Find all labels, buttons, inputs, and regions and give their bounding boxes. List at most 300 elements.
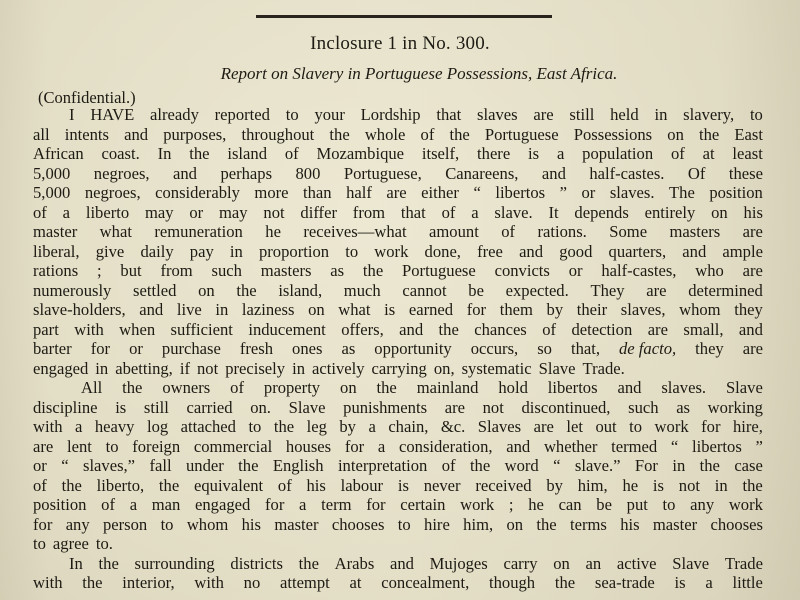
word: position [33,495,87,514]
text-line [33,242,763,262]
text-line [33,495,763,515]
word: and [738,319,763,339]
word: no [243,573,261,592]
word: inducement [248,319,326,339]
word: the [189,144,210,163]
word: a [471,202,479,222]
word: reported [214,105,270,124]
text-line [33,437,763,457]
word: the [236,280,257,300]
word: concealment, [381,573,470,592]
word: a [368,417,376,436]
word: mainland [416,378,479,397]
word: in [714,475,728,495]
word: receives—what [303,222,407,241]
word: Trade [724,553,763,573]
word: liberto [85,202,130,222]
word: coast. [101,144,140,163]
word: his [743,202,763,222]
word: any [65,514,90,534]
word: the [698,124,720,144]
word: by [339,417,356,436]
text-line [33,222,763,242]
word: liberal, [33,241,80,261]
word: carrying [371,358,427,378]
word: the [158,475,180,495]
word: consideration, [398,436,493,456]
word: of [441,456,456,475]
word: is [652,475,664,495]
word: not [196,358,219,378]
word: agree [52,534,89,553]
word: and [506,436,531,456]
word: precisely [225,358,286,378]
word: Slave [672,553,710,573]
word: foreign [132,436,181,456]
word: with [194,573,224,592]
word: active [616,553,657,573]
italic-word: de facto, [619,339,677,358]
text-line [33,183,763,203]
word: Mujoges [429,553,488,573]
word: part [33,319,59,339]
word: for [90,339,111,358]
text-line [33,320,763,340]
word: is [384,300,396,319]
word: abetting, [115,358,173,378]
word: of [230,378,244,397]
word: half-castes. [589,163,665,183]
word: free [477,241,503,261]
word: as [341,339,356,358]
word: 800 [295,163,321,183]
text-line [33,164,763,184]
word: master [33,222,78,241]
word: he [528,495,544,514]
word: them [499,300,533,319]
word: chooses [331,514,385,534]
word: on [308,300,325,319]
word: the [61,475,82,495]
word: itself, [421,144,460,163]
word: offers, [341,319,384,339]
word: systematic [461,358,532,378]
word: all [33,124,50,144]
word: slaves,” [82,456,136,475]
word: of [101,495,115,514]
word: throughout [241,124,315,144]
word: English [272,456,324,475]
word: an [585,553,602,573]
word: to [285,105,299,124]
word: sea-trade [594,573,655,592]
word: be [468,280,484,300]
word: a [62,202,71,222]
word: on [711,202,728,222]
word: on, [433,358,455,378]
word: on [198,280,215,300]
word: for [344,436,365,456]
word: not [482,397,504,417]
word: the [98,553,119,573]
word: whom [186,514,229,534]
word: &c. [440,417,466,436]
word: attempt [279,573,330,592]
word: masters [669,222,721,241]
word: masters [260,261,312,280]
word: cannot [402,280,447,300]
word: is [115,397,127,417]
word: entirely [644,202,696,222]
word: be [596,495,612,514]
word: is [674,573,686,592]
text-line [33,261,763,281]
word: rations [33,261,79,280]
word: I [69,105,75,124]
word: in [654,105,668,124]
word: opportunity [374,339,452,358]
word: term [321,495,352,514]
word: Some [609,222,648,241]
word: the [469,456,491,475]
word: to [397,514,411,534]
word: the [122,378,143,397]
word: received [475,475,532,495]
word: what [99,222,132,241]
word: libertos [692,436,742,456]
word: Possessions [573,124,653,144]
word: such [628,397,659,417]
word: and [682,241,707,261]
word: Canareens, [445,163,519,183]
word: may [219,202,248,222]
text-line [33,573,763,593]
word: slaves. [609,183,655,202]
word: slaves. [661,378,707,397]
word: for [33,514,53,534]
text-line [33,125,763,145]
word: and [617,378,642,397]
word: slave. [494,202,533,222]
word: discontinued, [521,397,611,417]
word: interior, [122,573,175,592]
word: little [732,573,763,592]
word: he [622,475,639,495]
word: discipline [33,397,98,417]
text-line [33,417,763,437]
word: the [362,261,384,280]
word: carry [503,553,538,573]
word: ; [508,495,514,514]
word: what [338,300,371,319]
word: least [732,144,763,163]
word: hold [498,378,528,397]
word: a [75,417,83,436]
top-rule [256,15,552,18]
word: with [74,319,104,339]
word: in [672,456,686,475]
word: in [95,358,109,378]
word: heavy [94,417,135,436]
word: engaged [33,358,89,378]
word: the [449,124,470,144]
word: on. [250,397,271,417]
word: earned [408,300,454,319]
word: Slave [538,358,576,378]
word: In [157,144,172,163]
word: work [654,417,689,436]
word: are [444,397,465,417]
word: to [105,436,119,456]
word: punishments [343,397,428,417]
word: at [349,573,362,592]
word: liberto, [96,475,145,495]
word: lent [66,436,92,456]
word: remuneration [154,222,243,241]
word: pay [189,241,214,261]
word: amount [429,222,479,241]
word: whom [679,300,721,319]
word: so [537,339,552,358]
word: property [263,378,321,397]
word: a [556,144,565,163]
word: for [701,417,721,436]
word: but [120,261,142,280]
word: numerously [33,280,112,300]
word: terms [569,514,607,534]
word: negroes, [84,183,141,202]
word: such [211,261,242,280]
word: never [423,475,461,495]
word: or [581,183,596,202]
word: convicts [494,261,550,280]
word: still [569,105,595,124]
word: not [263,202,285,222]
word: good [559,241,593,261]
word: working [707,397,763,417]
word: surrounding [134,553,215,573]
word: “ [473,183,481,202]
word: “ [553,456,561,475]
word: and [399,319,424,339]
word: the [554,573,576,592]
inclosure-heading: Inclosure 1 in No. 300. [310,33,490,54]
word: is [397,475,409,495]
word: to [248,417,262,436]
word: In [69,553,83,573]
word: to [662,495,676,514]
word: are [647,319,668,339]
word: any [690,495,715,514]
word: districts [230,553,283,573]
word: or [33,456,47,475]
word: proportion [258,241,330,261]
word: a [377,436,386,456]
word: log [146,417,169,436]
word: of [670,144,685,163]
word: in [229,241,243,261]
word: ones [292,339,323,358]
text-line [33,339,763,359]
word: half-castes, [601,261,677,280]
word: their [576,300,608,319]
word: fresh [239,339,274,358]
text-line [33,359,763,379]
word: more [254,183,289,202]
text-line [33,456,763,476]
word: population [582,144,654,163]
word: whether [543,436,598,456]
word: master [274,514,319,534]
word: small, [683,319,724,339]
word: for [265,495,285,514]
word: It [548,202,559,222]
word: “ [670,436,679,456]
word: on [667,124,684,144]
word: to [33,534,46,553]
word: of [542,319,557,339]
word: position [709,183,763,202]
word: give [95,241,125,261]
word: from [352,202,386,222]
report-title: Report on Slavery in Portuguese Possessions, East Africa. [220,64,618,83]
word: libertos [547,378,598,397]
word: leg [306,417,327,436]
text-line [33,476,763,496]
word: that [400,202,426,222]
word: already [150,105,199,124]
word: 5,000 [33,183,71,202]
word: termed [611,436,658,456]
word: hire, [732,417,763,436]
word: engaged [195,495,251,514]
word: to [629,417,643,436]
word: labour [340,475,384,495]
word: let [566,417,583,436]
word: either [421,183,459,202]
text-line [33,300,763,320]
word: on [553,553,570,573]
word: Of [687,163,706,183]
word: and [173,163,197,183]
word: of [277,475,292,495]
word: depends [574,202,629,222]
word: the [699,456,720,475]
word: the [298,553,319,573]
word: and [519,241,544,261]
word: fall [149,456,172,475]
word: a [705,573,713,592]
word: the [273,417,295,436]
word: his [306,475,326,495]
word: They [590,280,625,300]
word: there [477,144,511,163]
word: word [504,456,539,475]
word: who [695,261,724,280]
word: Portuguese [402,261,476,280]
word: ” [755,436,763,456]
word: of [420,124,435,144]
word: they [734,300,763,319]
word: owners [162,378,211,397]
text-line [33,281,763,301]
word: put [626,495,648,514]
word: detection [571,319,633,339]
word: and [390,553,414,573]
word: slave-holders, [33,300,126,319]
word: are [386,183,407,202]
word: perhaps [220,163,273,183]
word: work [728,495,763,514]
word: or [189,202,204,222]
word: on [340,378,357,397]
word: with [33,573,63,592]
word: Slave [725,378,763,397]
word: ample [722,241,763,261]
word: the [238,456,259,475]
word: as [330,261,345,280]
word: to. [95,534,113,553]
word: African [33,144,84,163]
word: island [227,144,267,163]
word: attached [180,417,236,436]
word: much [343,280,381,300]
word: laziness [241,300,295,319]
word: in [292,358,306,378]
word: that, [570,339,600,358]
confidential-label: (Confidential.) [38,88,136,107]
word: the [329,124,350,144]
word: to [345,241,359,261]
word: person [102,514,148,534]
word: Arabs [334,553,375,573]
word: the [82,573,103,592]
text-line [33,515,763,535]
word: East [734,124,763,144]
word: by [546,475,563,495]
word: “ [61,456,69,475]
word: whole [364,124,406,144]
word: actively [312,358,365,378]
word: of [33,202,47,222]
word: out [595,417,617,436]
word: if [179,358,190,378]
word: of [284,144,299,163]
word: determined [688,280,763,300]
word: Portuguese [484,124,559,144]
word: may [144,202,174,222]
text-line [33,554,763,574]
word: libertos [495,183,546,202]
word: for [466,300,487,319]
word: master [652,514,698,534]
word: houses [285,436,332,456]
word: slavery, [683,105,735,124]
word: still [143,397,169,417]
word: certain [400,495,446,514]
word: of [441,202,456,222]
word: under [185,456,224,475]
word: are [33,436,54,456]
text-line [33,398,763,418]
word: the [742,475,763,495]
word: at [702,144,715,163]
word: than [303,183,332,202]
word: ” [559,183,567,202]
word: sufficient [170,319,233,339]
word: ; [96,261,102,280]
word: are [742,261,763,280]
